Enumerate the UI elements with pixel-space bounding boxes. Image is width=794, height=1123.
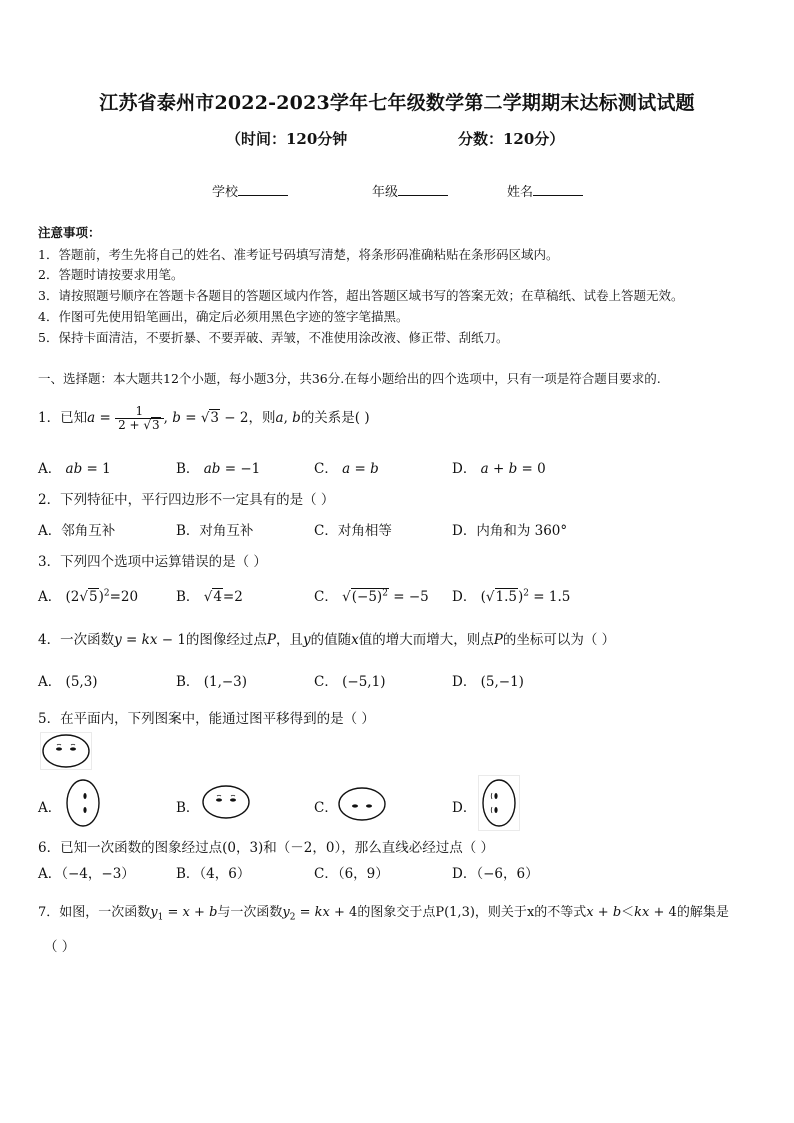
q6-option-a[interactable]: A．（−4，−3） xyxy=(38,866,135,882)
page-title: 江苏省泰州市2022-2023学年七年级数学第二学期期末达标测试试题 xyxy=(99,92,695,114)
q6-option-c[interactable]: C．（6，9） xyxy=(314,866,389,882)
question-2: 2．下列特征中，平行四边形不一定具有的是（ ） xyxy=(38,492,335,508)
q5-option-a-image[interactable] xyxy=(64,777,102,829)
notes-heading: 注意事项： xyxy=(38,225,101,240)
q1-option-b[interactable]: B． ab = −1 xyxy=(176,461,261,477)
note-item-4: 4．作图可先使用铅笔画出，确定后必须用黑色字迹的签字笔描黑。 xyxy=(38,309,409,324)
q3-option-c[interactable]: C． $√(-5)^2 = -5$ xyxy=(314,588,429,605)
school-field xyxy=(212,181,288,200)
section-heading: 一、选择题：本大题共12个小题，每小题3分，共36分.在每小题给出的四个选项中，只有一项是符合题目要求的. xyxy=(38,371,661,386)
grade-label: 年级 xyxy=(372,185,399,200)
q6-option-b[interactable]: B．（4，6） xyxy=(176,866,251,882)
q2-option-a[interactable]: A．邻角互补 xyxy=(38,523,116,539)
q1-prefix: 1．已知 xyxy=(38,410,88,426)
q5-option-b[interactable]: B． xyxy=(176,800,200,816)
q2-option-d[interactable]: D．内角和为 360° xyxy=(452,523,568,539)
note-item-2: 2．答题时请按要求用笔。 xyxy=(38,267,184,282)
q4-option-c[interactable]: C． (−5,1) xyxy=(314,674,386,690)
q5-option-b-image[interactable] xyxy=(200,783,252,821)
question-1: 1．已知a = $\frac{1}{2 + √3}$ , b = √3 − 2，则a, b的关系是( ) xyxy=(38,404,370,432)
note-item-5: 5．保持卡面清洁，不要折暴、不要弄破、弄皱，不准使用涂改液、修正带、刮纸刀。 xyxy=(38,330,509,345)
q7-answer-paren: （ ） xyxy=(44,939,76,955)
note-item-1: 1．答题前，考生先将自己的姓名、准考证号码填写清楚，将条形码准确粘贴在条形码区域内。 xyxy=(38,247,559,262)
q5-option-c-image[interactable] xyxy=(336,785,388,823)
name-field xyxy=(507,181,583,200)
q3-option-b[interactable]: B． √4=2 xyxy=(176,589,243,605)
q4-option-b[interactable]: B． (1,−3) xyxy=(176,674,248,690)
q2-option-b[interactable]: B．对角互补 xyxy=(176,523,254,539)
q5-option-a[interactable]: A． xyxy=(38,800,62,816)
q1-fraction: $\frac{1}{2 + √3}$ xyxy=(115,405,164,431)
q3-option-a[interactable]: A． $(2√5)^2=20$ xyxy=(38,588,139,605)
question-7: 7．如图，一次函数$y_1 = x + b$与一次函数$y_2$ = kx + 4的图象交于点P(1,3)，则关于x的不等式x + b＜kx + 4的解集是 xyxy=(38,905,729,923)
q4-option-a[interactable]: A． (5,3) xyxy=(38,674,98,690)
name-blank[interactable] xyxy=(533,184,583,196)
q5-option-d[interactable]: D． xyxy=(452,800,477,816)
q4-option-d[interactable]: D． (5,−1) xyxy=(452,674,524,690)
question-6: 6．已知一次函数的图象经过点(0，3)和（－2，0），那么直线必经过点（ ） xyxy=(38,840,495,856)
q1-option-a[interactable]: A． ab = 1 xyxy=(38,461,111,477)
note-item-3: 3．请按照题号顺序在答题卡各题目的答题区域内作答，超出答题区域书写的答案无效；在草稿纸、试卷上答题无效。 xyxy=(38,288,684,303)
exam-score: 分数：120分） xyxy=(458,130,565,148)
q1-suffix2: 的关系是( ) xyxy=(300,410,370,426)
school-label: 学校 xyxy=(212,185,239,200)
question-3: 3．下列四个选项中运算错误的是（ ） xyxy=(38,554,267,570)
q5-option-c[interactable]: C． xyxy=(314,800,338,816)
reference-face-image xyxy=(40,732,92,770)
q6-option-d[interactable]: D．（−6，6） xyxy=(452,866,539,882)
q1-option-c[interactable]: C． a = b xyxy=(314,461,379,477)
question-4: 4．一次函数y = kx − 1的图像经过点P，且y的值随x值的增大而增大，则点P的坐标可以为（ ） xyxy=(38,632,616,648)
q2-option-c[interactable]: C．对角相等 xyxy=(314,523,392,539)
exam-time: （时间：120分钟 xyxy=(226,130,348,148)
grade-field xyxy=(372,181,448,200)
q1-suffix: ，则 xyxy=(248,410,276,426)
q1-option-d[interactable]: D． a + b = 0 xyxy=(452,461,546,477)
q5-option-d-image[interactable] xyxy=(478,775,520,831)
grade-blank[interactable] xyxy=(398,184,448,196)
q3-option-d[interactable]: D． $(√1.5)^2 = 1.5$ xyxy=(452,588,571,605)
question-5: 5．在平面内，下列图案中，能通过图平移得到的是（ ） xyxy=(38,711,375,727)
name-label: 姓名 xyxy=(507,185,534,200)
school-blank[interactable] xyxy=(238,184,288,196)
